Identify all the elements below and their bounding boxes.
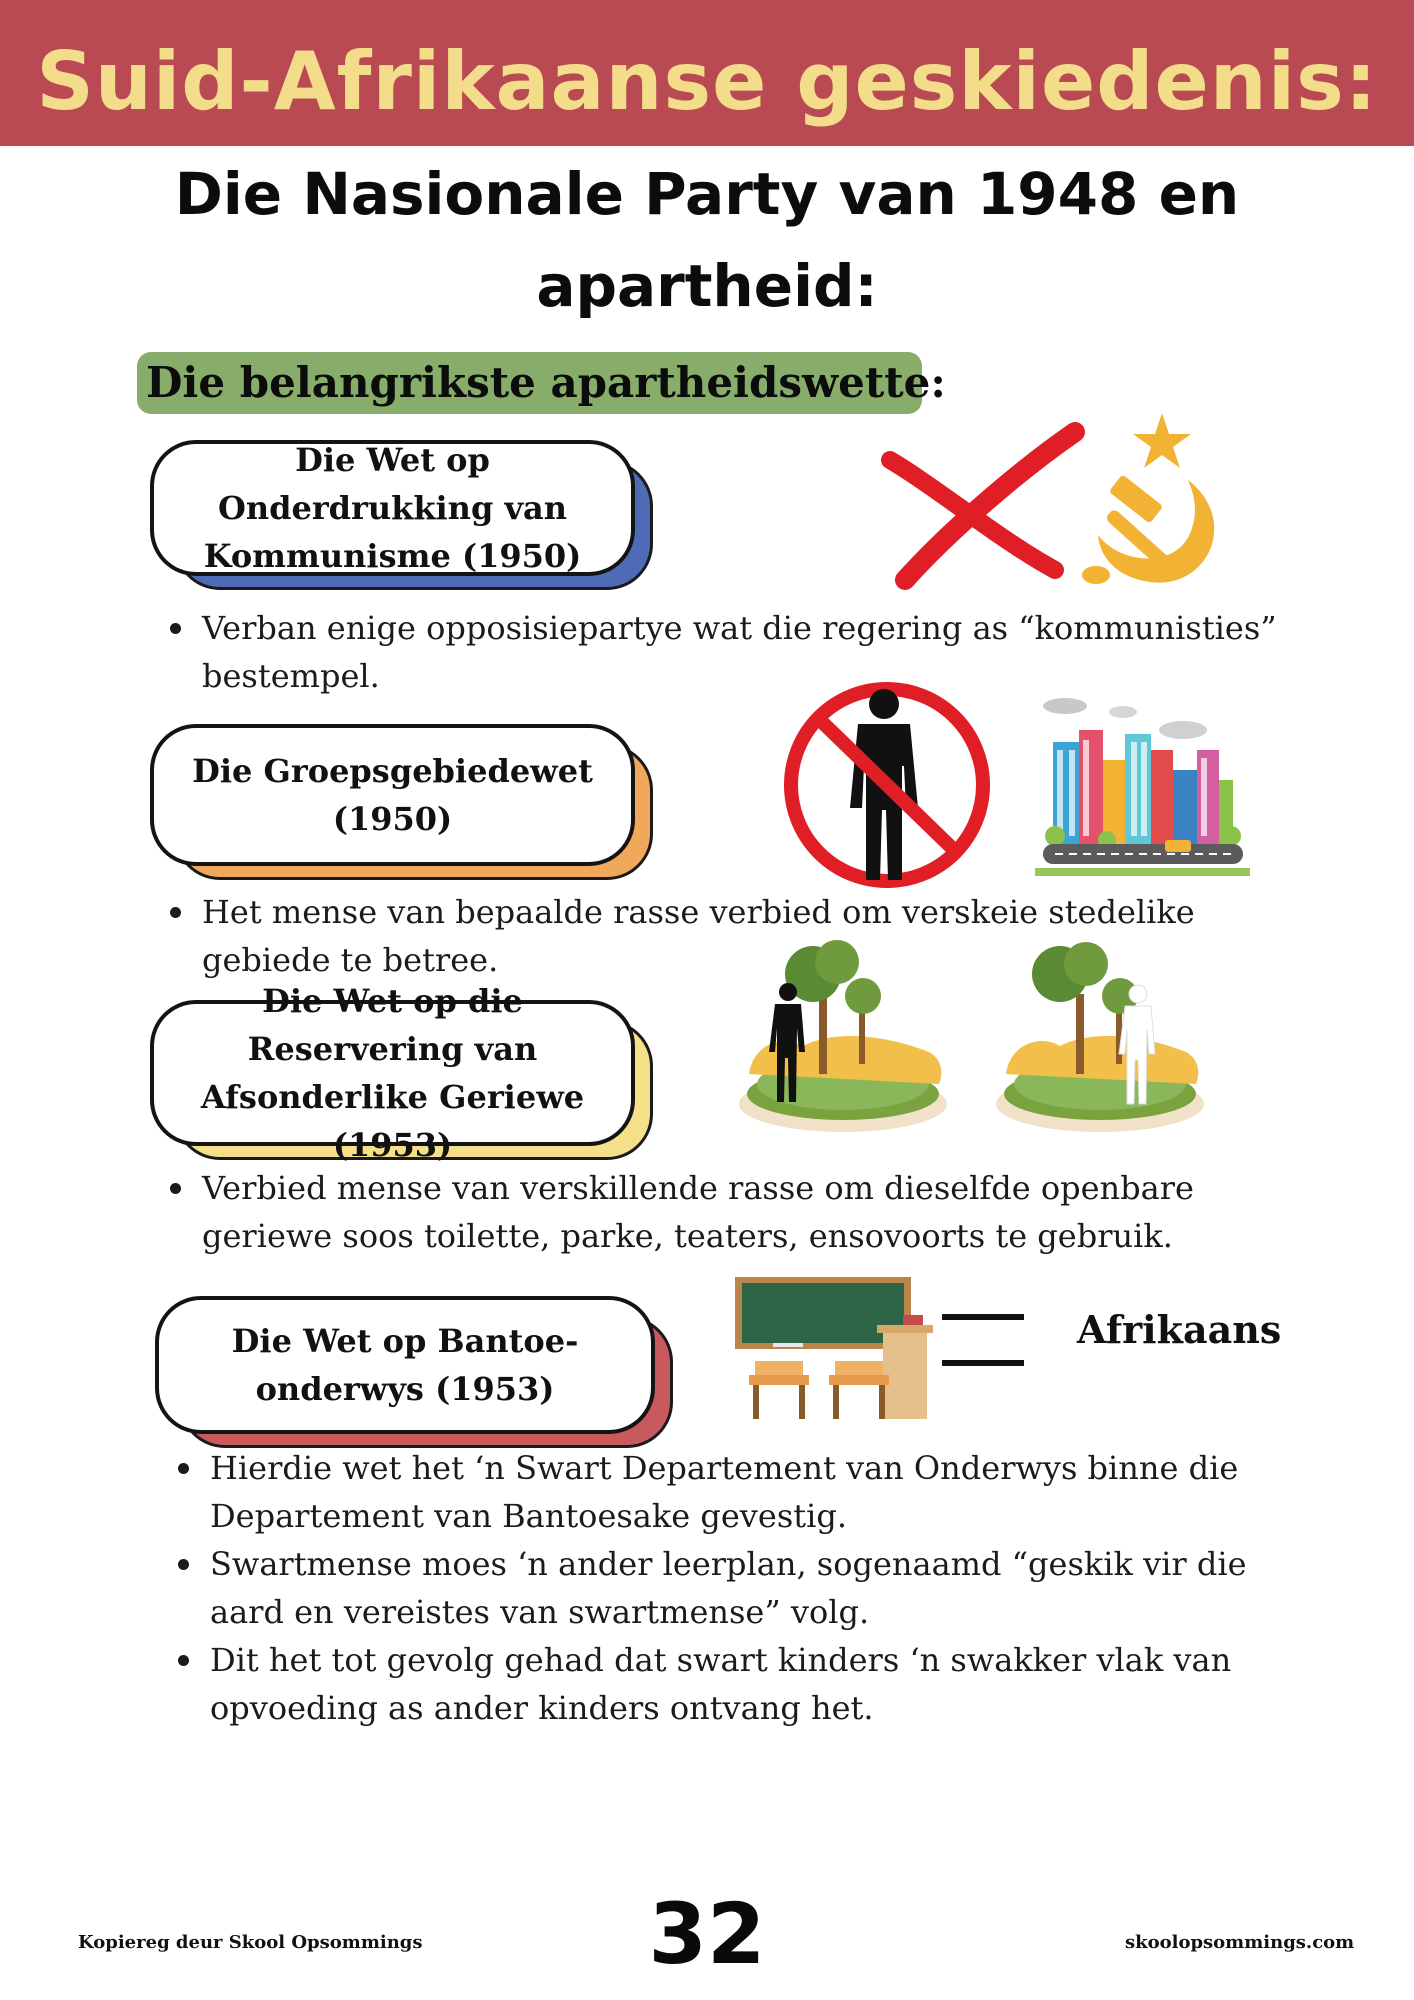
law-1-bullets xyxy=(160,604,1310,700)
city-icon xyxy=(1035,690,1250,880)
footer-copyright: Kopiereg deur Skool Opsommings xyxy=(78,1932,423,1953)
page-number: 32 xyxy=(648,1885,766,1983)
list-item: Dit het tot gevolg gehad dat swart kinders ‘n swakker vlak van opvoeding as ander kinders ontvang het. xyxy=(168,1636,1318,1732)
bullet-dot xyxy=(170,1183,181,1194)
equals-icon xyxy=(940,1310,1026,1370)
list-item: Verbied mense van verskillende rasse om dieselfde openbare geriewe soos toilette, parke, teaters, ensovoorts te gebruik. xyxy=(160,1164,1310,1260)
park-black-person-icon xyxy=(733,934,951,1136)
bullet-dot xyxy=(178,1463,189,1474)
page-subtitle: Die Nasionale Party van 1948 en apartheid: xyxy=(174,160,1240,320)
law-title: Die Wet op Onderdrukking van Kommunisme (1950) xyxy=(203,441,582,575)
bullet-dot xyxy=(170,907,181,918)
list-item: Verban enige opposisiepartye wat die regering as “kommunisties” bestempel. xyxy=(160,604,1310,700)
law-box-communism xyxy=(150,440,635,576)
law-box-separate-amenities xyxy=(150,982,635,1164)
law-title: Die Groepsgebiedewet (1950) xyxy=(192,752,593,838)
list-item: Hierdie wet het ‘n Swart Departement van Onderwys binne die Departement van Bantoesake gevestig. xyxy=(168,1444,1318,1540)
park-white-person-icon xyxy=(990,934,1208,1136)
bullet-dot xyxy=(178,1655,189,1666)
classroom-icon xyxy=(733,1275,933,1425)
law-4-bullets xyxy=(168,1444,1318,1732)
list-item: Swartmense moes ‘n ander leerplan, sogenaamd “geskik vir die aard en vereistes van swartmense” volg. xyxy=(168,1540,1318,1636)
footer-website: skoolopsommings.com xyxy=(1125,1932,1355,1953)
equals-label: Afrikaans xyxy=(1077,1307,1282,1352)
bullet-dot xyxy=(170,623,181,634)
law-title: Die Wet op Bantoe-onderwys (1953) xyxy=(231,1322,579,1408)
bullet-dot xyxy=(178,1559,189,1570)
law-box-group-areas xyxy=(150,724,635,866)
law-3-bullets xyxy=(160,1164,1310,1260)
law-title: Die Wet op die Reservering van Afsonderlike Geriewe (1953) xyxy=(200,982,585,1164)
law-box-bantu-education xyxy=(155,1296,655,1434)
list-item: Het mense van bepaalde rasse verbied om verskeie stedelike gebiede te betree. xyxy=(160,888,1310,984)
hammer-sickle-icon xyxy=(1080,410,1230,600)
section-label: Die belangrikste apartheidswette: xyxy=(146,358,946,407)
red-cross-icon xyxy=(880,420,1080,590)
no-entry-person-icon xyxy=(778,680,996,890)
page-title: Suid-Afrikaanse geskiedenis: xyxy=(36,35,1378,128)
